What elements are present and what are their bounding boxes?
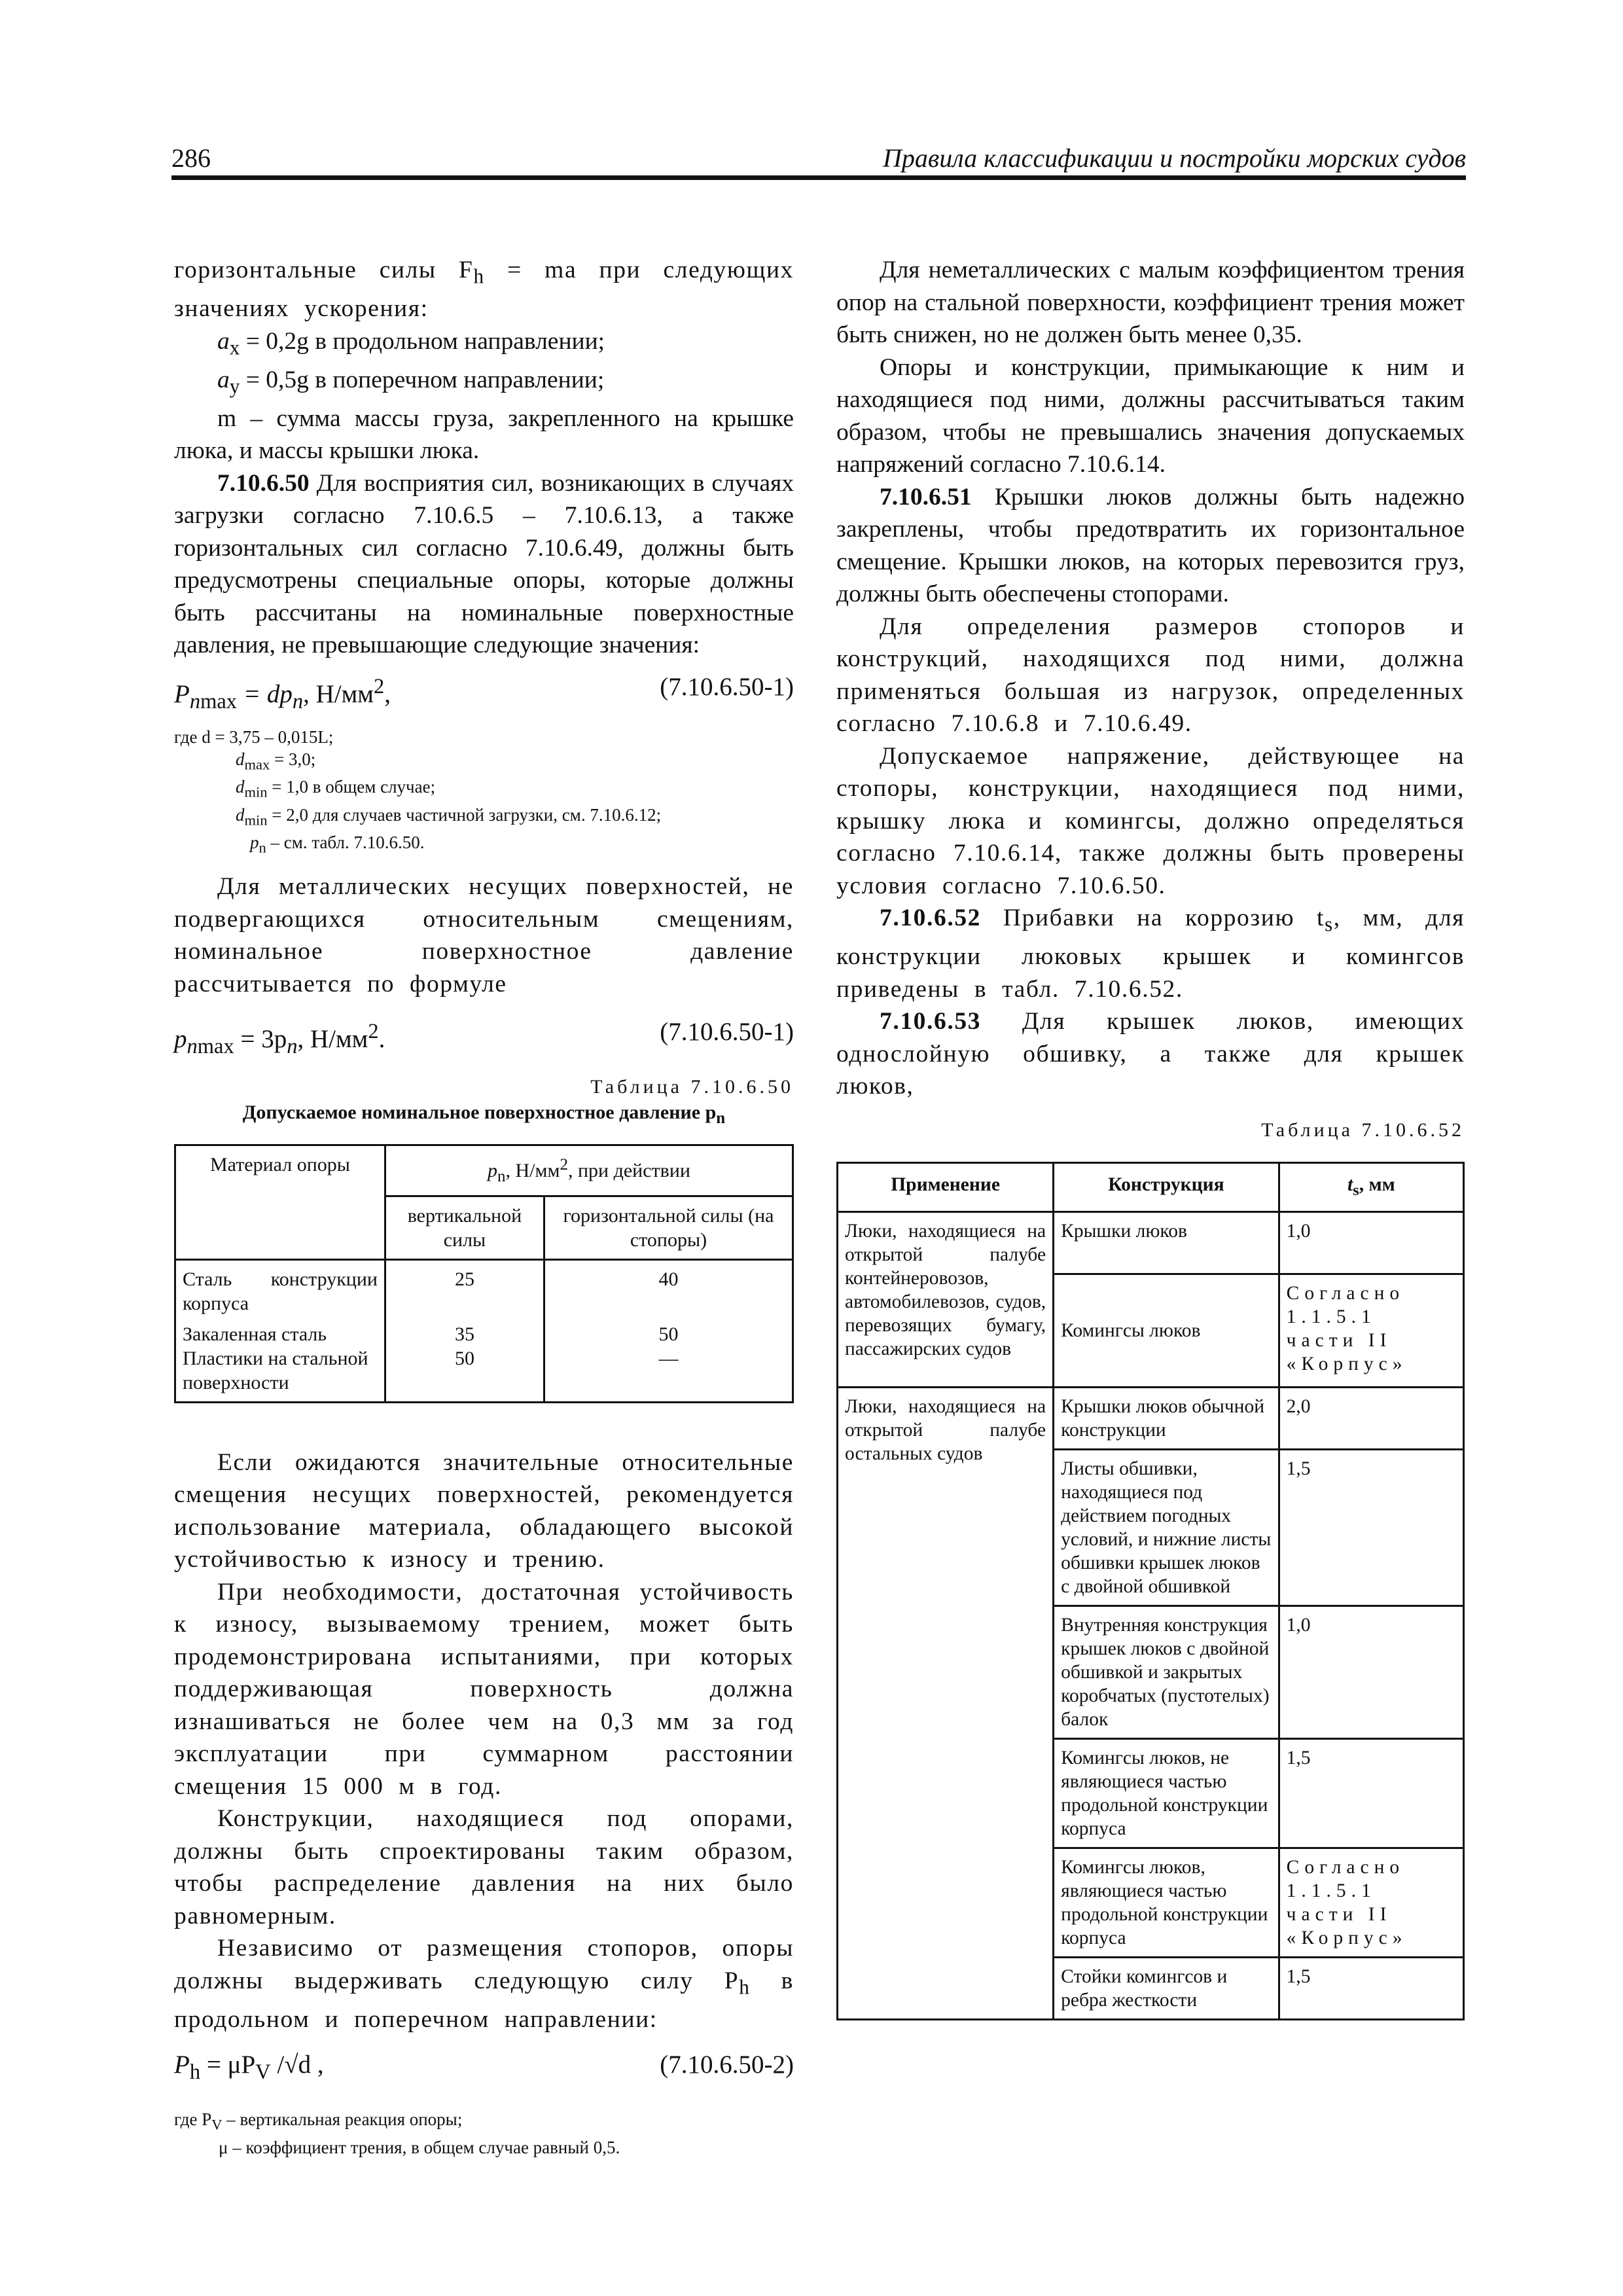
table-row: Листы обшивки, находящиеся под действием погодных условий, и нижние листы обшивки крышек люков с двойной обшивкой 1,5 (838, 1450, 1464, 1606)
right-column (836, 254, 1465, 2020)
paragraph-wear: При необходимости, достаточная устойчивость к износу, вызываемому трением, может быть продемонстрирована испытаниями, при которых поддерживающая поверхность должна изнашиваться не более чем на 0,3 мм за год эксплуатации при суммарном расстоянии смещения 15 000 м в год. (174, 1578, 794, 1800)
formula-pnmax-1: $P_{nmax} = dp_n$, $Н/мм^2$, (7.10.6.50-1) (174, 671, 794, 718)
paragraph-metal: Для металлических несущих поверхностей, не подвергающихся относительным смещениям, номинальное поверхностное давление рассчитывается по формуле (174, 873, 794, 997)
running-title: Правила классификации и постройки морских судов (882, 143, 1466, 173)
table-row: Пластики на стальной поверхности 50 — (175, 1346, 793, 1403)
table-row: Сталь конструкции корпуса 25 40 (175, 1259, 793, 1322)
header-rule (171, 175, 1466, 180)
table-row: Внутренняя конструкция крышек люков с двойной обшивкой и закрытых коробчатых (пустотелых) балок 1,0 (838, 1606, 1464, 1739)
table-row: Люки, находящиеся на открытой палубе остальных судов Крышки люков обычной конструкции 2,0 (838, 1388, 1464, 1450)
formula-ph: $P_h = \mu P_V$ /√d , (7.10.6.50-2) (174, 2049, 794, 2089)
th-ts: $t_s$, мм (1279, 1162, 1463, 1212)
th-construction: Конструкция (1054, 1162, 1279, 1212)
paragraph-ay: $a_y = 0,5g$ в поперечном направлении; (217, 366, 605, 397)
formula-number: (7.10.6.50-1) (660, 672, 794, 701)
formula-number: (7.10.6.50-2) (660, 2051, 794, 2079)
pressure-table (174, 1144, 794, 1403)
paragraph-allowable: Допускаемое напряжение, действующее на стопоры, конструкции, находящиеся под ними, крышку люка и комингсы, должно определяться согласно 7.10.6.14, также должны быть проверены условия согласно 7.10.6.50. (836, 742, 1465, 899)
section-7-10-6-53: 7.10.6.53 Для крышек люков, имеющих однослойную обшивку, а также для крышек люков, (836, 1008, 1465, 1100)
table-row: Комингсы люков Согласно 1.1.5.1 части II «Корпус» (838, 1274, 1464, 1388)
page-number: 286 (171, 143, 211, 173)
corrosion-table (836, 1162, 1465, 2021)
paragraph-forces: горизонтальные силы $F_h$ = ma при следующих значениях ускорения: (174, 257, 794, 322)
section-7-10-6-51: 7.10.6.51 Крышки люков должны быть надежно закреплены, чтобы предотвратить их горизонтальное смещение. Крышки люков, на которых перевозится груз, должны быть обеспечены стопорами. (836, 483, 1465, 607)
paragraph-expected: Если ожидаются значительные относительные смещения несущих поверхностей, рекомендуется использование материала, обладающего высокой устойчивостью к износу и трению. (174, 1448, 794, 1573)
th-vertical: вертикальной силы (385, 1196, 544, 1259)
paragraph-sizes: Для определения размеров стопоров и конструкций, находящихся под ними, должна применяться большая из нагрузок, определенных согласно 7.10.6.8 и 7.10.6.49. (836, 613, 1465, 737)
paragraph-constructions: Конструкции, находящиеся под опорами, должны быть спроектированы таким образом, чтобы распределение давления на них было равномерным. (174, 1805, 794, 1929)
table-row: Комингсы люков, не являющиеся частью продольной конструкции корпуса 1,5 (838, 1739, 1464, 1848)
table-row: Люки, находящиеся на открытой палубе контейнеровозов, автомобилевозов, судов, перевозящих бумагу, пассажирских судов Крышки люков 1,0 (838, 1212, 1464, 1274)
paragraph-supports: Опоры и конструкции, примыкающие к ним и находящиеся под ними, должны рассчитываться таким образом, чтобы не превышались значения допускаемых напряжений согласно 7.10.6.14. (836, 353, 1465, 478)
left-column (174, 254, 794, 2170)
table-label: Таблица 7.10.6.50 (590, 1075, 794, 1098)
th-pn: $p_n$, $Н/мм^2$, при действии (385, 1145, 793, 1196)
formula-ph-definitions: где $P_V$ – вертикальная реакция опоры; μ – коэффициент трения, в общем случае равный 0,5. (174, 2109, 620, 2157)
formula-pnmax-2: $p_{nmax} = 3p_n$, $Н/мм^2$. (7.10.6.50-1) (174, 1016, 794, 1063)
formula-number: (7.10.6.50-1) (660, 1018, 794, 1047)
table-label: Таблица 7.10.6.52 (1261, 1119, 1465, 1141)
table-row: Стойки комингсов и ребра жесткости 1,5 (838, 1958, 1464, 2020)
th-material: Материал опоры (175, 1145, 385, 1259)
th-application: Применение (838, 1162, 1054, 1212)
section-7-10-6-52: 7.10.6.52 Прибавки на коррозию $t_s$, мм, для конструкции люковых крышек и комингсов приведены в табл. 7.10.6.52. (836, 905, 1465, 1003)
th-horizontal: горизонтальной силы (на стопоры) (544, 1196, 793, 1259)
paragraph-ax: $a_x = 0,2g$ в продольном направлении; (217, 327, 605, 359)
table-caption: Допускаемое номинальное поверхностное давление $p_n$ (242, 1101, 726, 1127)
table-row: Закаленная сталь 35 50 (175, 1322, 793, 1346)
paragraph-m: m – сумма массы груза, закрепленного на крышке люка, и массы крышки люка. (174, 404, 794, 464)
table-row: Комингсы люков, являющиеся частью продольной конструкции корпуса Согласно 1.1.5.1 части II «Корпус» (838, 1848, 1464, 1958)
paragraph-nonmetal: Для неметаллических с малым коэффициентом трения опор на стальной поверхности, коэффициент трения может быть снижен, но не должен быть менее 0,35. (836, 257, 1465, 348)
paragraph-independent: Независимо от размещения стопоров, опоры должны выдерживать следующую силу $P_h$ в продольном и поперечном направлении: (174, 1935, 794, 2033)
formula-definitions: где d = 3,75 – 0,015L; $d_{max} = 3,0$; $d_{min} = 1,0$ в общем случае; $d_{min} = 2,0$ для случаев частичной загрузки, см. 7.10.6.12; $p_n$ – см. табл. 7.10.6.50. (174, 726, 662, 856)
section-7-10-6-50: 7.10.6.50 Для восприятия сил, возникающих в случаях загрузки согласно 7.10.6.5 – 7.10.6.13, а также горизонтальных сил согласно 7.10.6.49, должны быть предусмотрены специальные опоры, которые должны быть рассчитаны на номинальные поверхностные давления, не превышающие следующие значения: (174, 469, 794, 658)
